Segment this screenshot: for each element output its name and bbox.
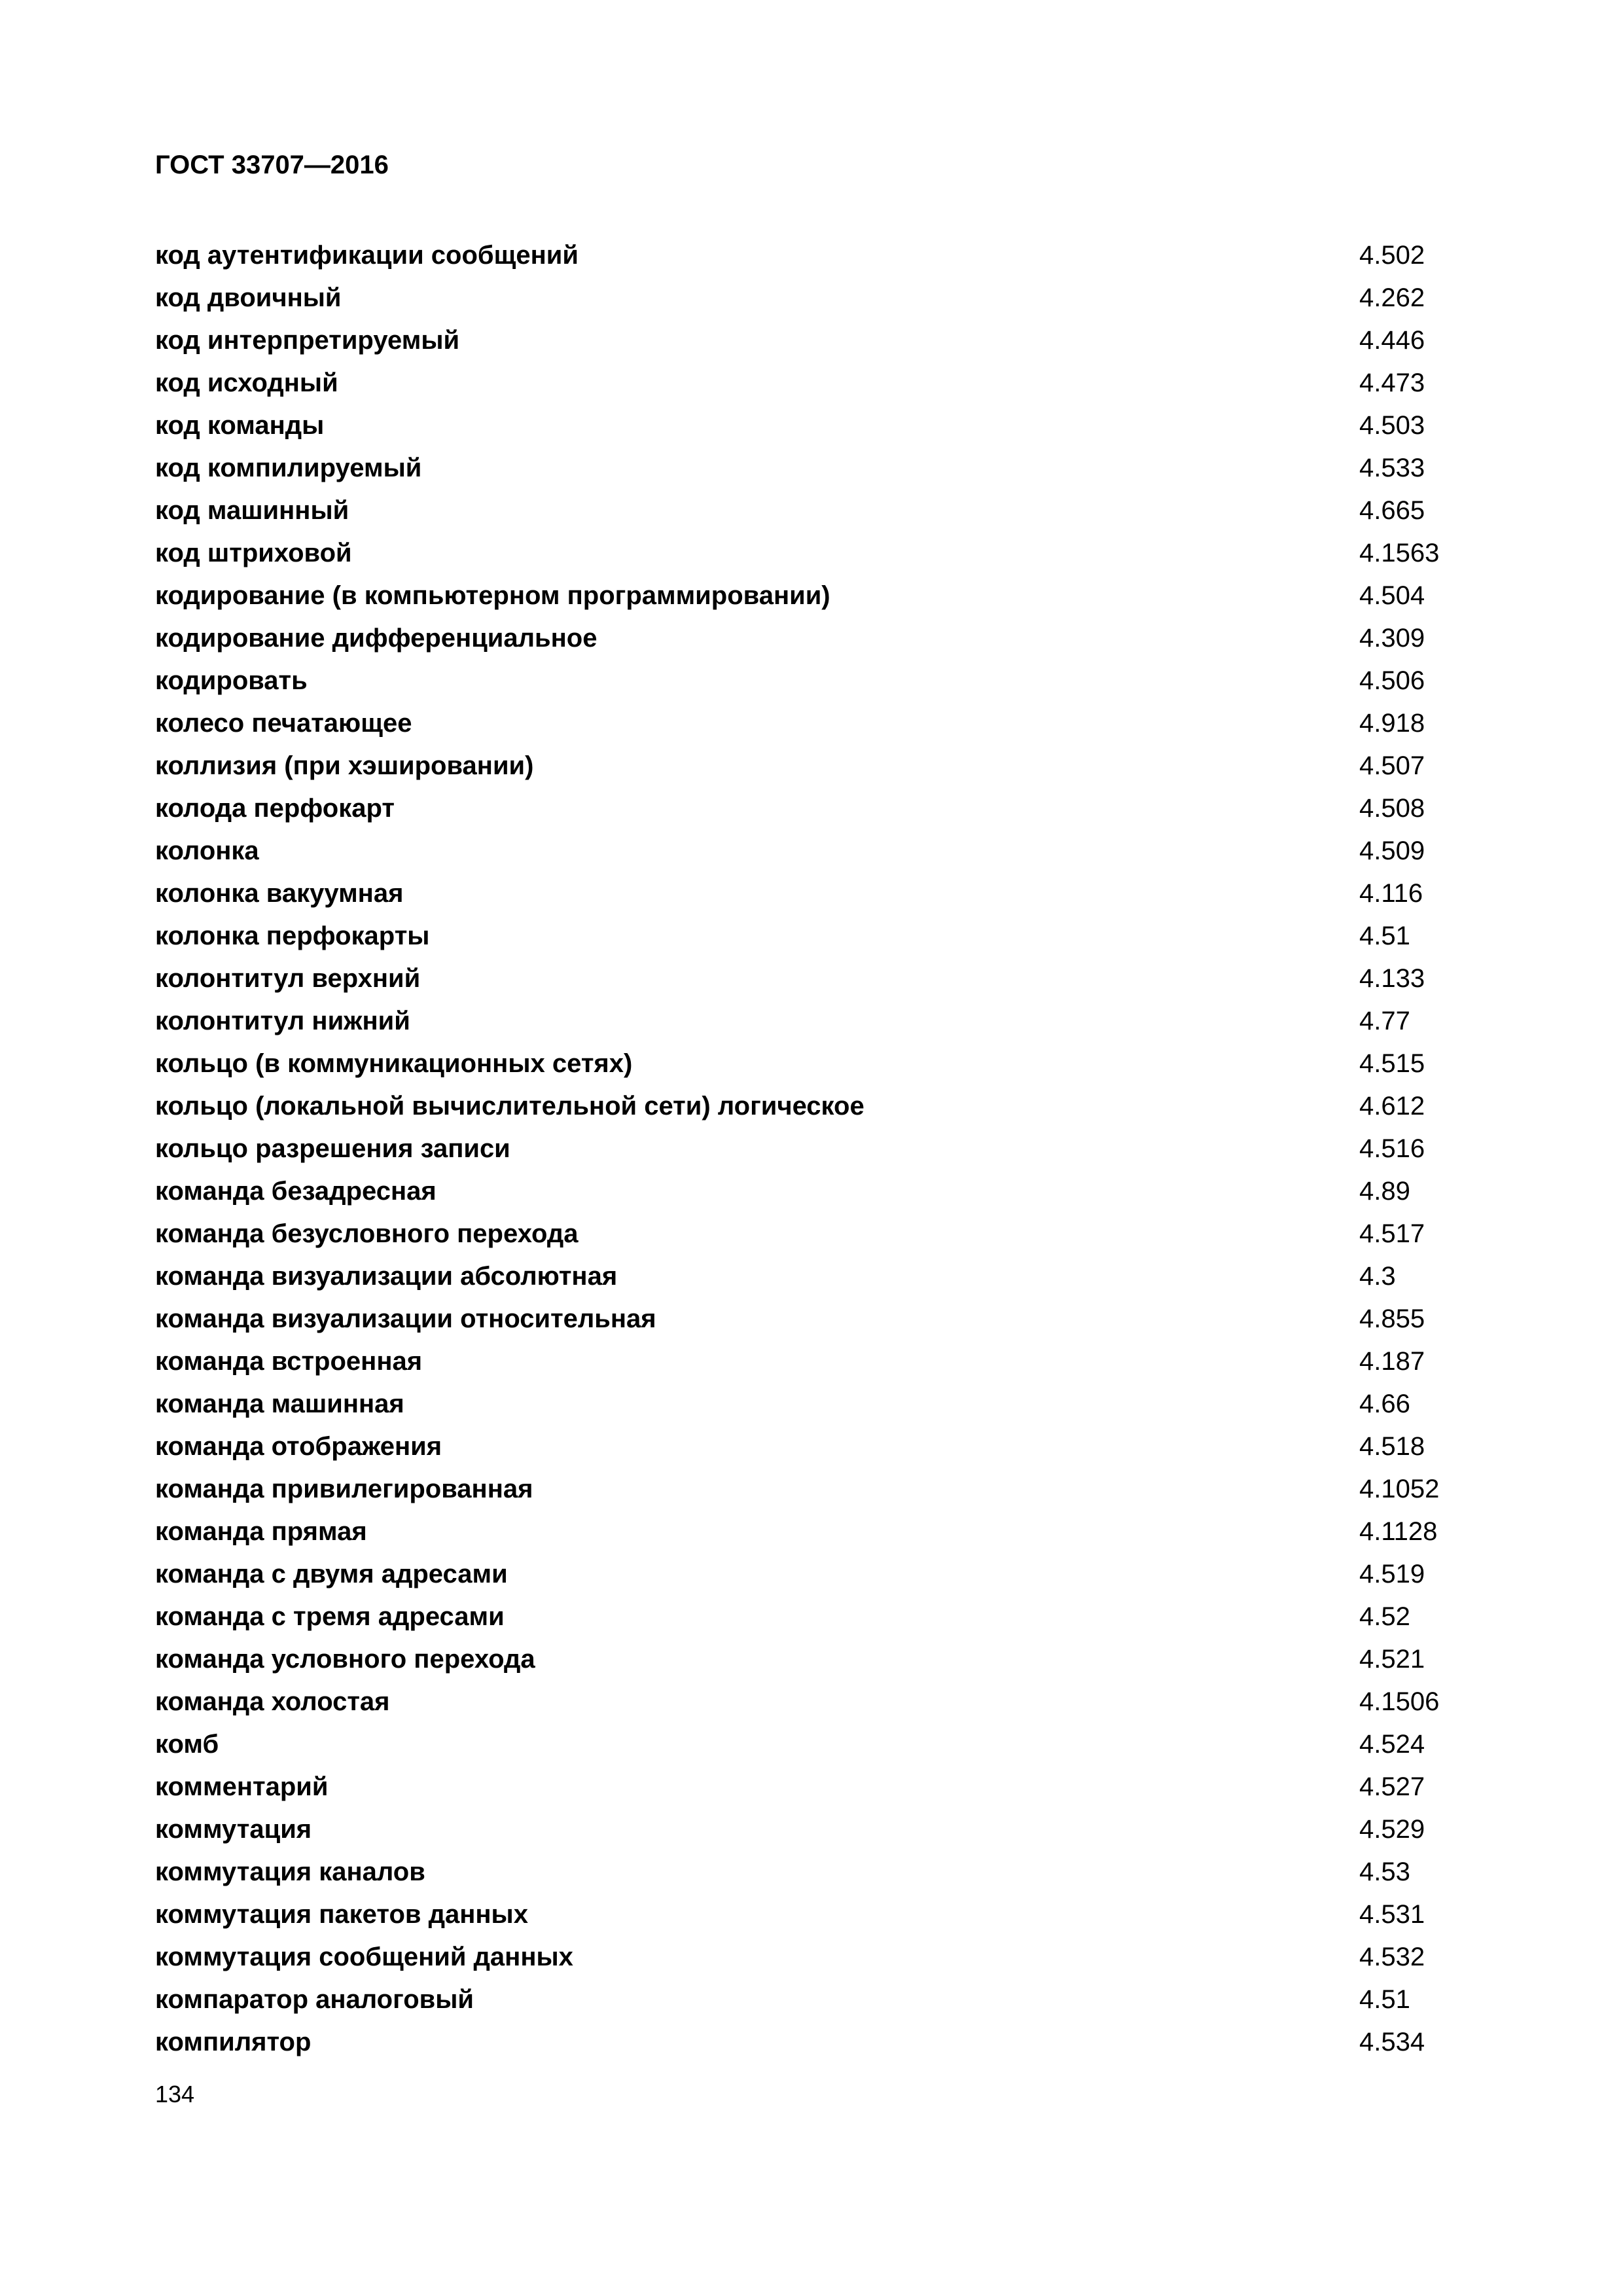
index-entry — [155, 1936, 1490, 1979]
index-term: комментарий — [155, 1772, 329, 1801]
index-entry — [155, 915, 1490, 958]
index-term: колонка перфокарты — [155, 922, 430, 950]
index-reference: 4.1506 — [1359, 1687, 1440, 1716]
index-term: код команды — [155, 411, 325, 440]
index-entry — [155, 830, 1490, 872]
page-number: 134 — [155, 2081, 195, 2108]
index-term: команда с двумя адресами — [155, 1560, 508, 1588]
index-entry — [155, 1298, 1490, 1340]
index-reference: 4.262 — [1359, 283, 1425, 312]
index-entry — [155, 1255, 1490, 1298]
index-term: код компилируемый — [155, 454, 422, 482]
index-entry — [155, 1808, 1490, 1851]
index-entry — [155, 1723, 1490, 1766]
index-reference: 4.53 — [1359, 1857, 1410, 1886]
index-term: код двоичный — [155, 283, 342, 312]
index-entry — [155, 532, 1490, 575]
index-reference: 4.665 — [1359, 496, 1425, 525]
index-term: колонка вакуумная — [155, 879, 404, 908]
index-term: команда машинная — [155, 1390, 404, 1418]
index-reference: 4.473 — [1359, 368, 1425, 397]
index-term: команда холостая — [155, 1687, 390, 1716]
index-entry — [155, 1681, 1490, 1723]
index-entry — [155, 1340, 1490, 1383]
index-entry — [155, 319, 1490, 362]
index-reference: 4.66 — [1359, 1390, 1410, 1418]
index-reference: 4.1128 — [1359, 1517, 1438, 1546]
index-entry — [155, 1511, 1490, 1553]
index-term: команда привилегированная — [155, 1475, 533, 1503]
index-entry — [155, 1043, 1490, 1085]
index-term: кодирование (в компьютерном программировании) — [155, 581, 830, 610]
index-entry — [155, 447, 1490, 490]
index-term: команда отображения — [155, 1432, 442, 1461]
index-term: команда прямая — [155, 1517, 367, 1546]
index-reference: 4.612 — [1359, 1092, 1425, 1121]
index-term: комб — [155, 1730, 219, 1759]
index-term: кодирование дифференциальное — [155, 624, 597, 653]
index-term: код исходный — [155, 368, 338, 397]
index-term: компаратор аналоговый — [155, 1985, 474, 2014]
index-entry — [155, 1766, 1490, 1808]
index-reference: 4.509 — [1359, 836, 1425, 865]
index-reference: 4.529 — [1359, 1815, 1425, 1844]
index-reference: 4.51 — [1359, 1985, 1410, 2014]
index-term: коллизия (при хэшировании) — [155, 751, 534, 780]
index-term: команда с тремя адресами — [155, 1602, 505, 1631]
index-entry — [155, 490, 1490, 532]
index-entry — [155, 1638, 1490, 1681]
index-reference: 4.133 — [1359, 964, 1425, 993]
index-entry — [155, 660, 1490, 702]
index-reference: 4.517 — [1359, 1219, 1425, 1248]
index-reference: 4.531 — [1359, 1900, 1425, 1929]
index-reference: 4.518 — [1359, 1432, 1425, 1461]
index-entry — [155, 1213, 1490, 1255]
index-entry — [155, 277, 1490, 319]
index-term: код интерпретируемый — [155, 326, 460, 355]
index-term: код штриховой — [155, 539, 352, 567]
index-reference: 4.1563 — [1359, 539, 1440, 567]
index-term: команда визуализации относительная — [155, 1304, 656, 1333]
index-term: кодировать — [155, 666, 308, 695]
index-term: команда безадресная — [155, 1177, 437, 1206]
index-entry — [155, 1170, 1490, 1213]
term-index-list — [155, 234, 1490, 2064]
index-entry — [155, 872, 1490, 915]
index-term: кольцо (в коммуникационных сетях) — [155, 1049, 633, 1078]
index-reference: 4.52 — [1359, 1602, 1410, 1631]
index-reference: 4.519 — [1359, 1560, 1425, 1588]
index-entry — [155, 1000, 1490, 1043]
index-entry — [155, 1596, 1490, 1638]
index-term: код аутентификации сообщений — [155, 241, 579, 270]
index-reference: 4.532 — [1359, 1943, 1425, 1971]
index-term: код машинный — [155, 496, 349, 525]
index-reference: 4.527 — [1359, 1772, 1425, 1801]
index-reference: 4.77 — [1359, 1007, 1410, 1035]
index-term: коммутация сообщений данных — [155, 1943, 573, 1971]
index-entry — [155, 234, 1490, 277]
index-reference: 4.504 — [1359, 581, 1425, 610]
index-entry — [155, 702, 1490, 745]
index-entry — [155, 1128, 1490, 1170]
index-reference: 4.502 — [1359, 241, 1425, 270]
index-entry — [155, 1468, 1490, 1511]
index-reference: 4.521 — [1359, 1645, 1425, 1674]
index-term: кольцо разрешения записи — [155, 1134, 510, 1163]
index-entry — [155, 1085, 1490, 1128]
index-entry — [155, 575, 1490, 617]
index-entry — [155, 745, 1490, 787]
index-reference: 4.855 — [1359, 1304, 1425, 1333]
index-reference: 4.508 — [1359, 794, 1425, 823]
index-term: колода перфокарт — [155, 794, 395, 823]
index-term: колонтитул нижний — [155, 1007, 410, 1035]
index-entry — [155, 362, 1490, 404]
index-term: команда безусловного перехода — [155, 1219, 579, 1248]
index-reference: 4.918 — [1359, 709, 1425, 738]
index-reference: 4.503 — [1359, 411, 1425, 440]
index-entry — [155, 1893, 1490, 1936]
index-reference: 4.3 — [1359, 1262, 1396, 1291]
index-entry — [155, 2021, 1490, 2064]
index-entry — [155, 1383, 1490, 1426]
index-reference: 4.1052 — [1359, 1475, 1440, 1503]
page-header: ГОСТ 33707—2016 — [155, 151, 389, 179]
index-entry — [155, 1426, 1490, 1468]
index-reference: 4.515 — [1359, 1049, 1425, 1078]
index-reference: 4.534 — [1359, 2028, 1425, 2056]
index-term: команда визуализации абсолютная — [155, 1262, 618, 1291]
index-entry — [155, 1979, 1490, 2021]
index-term: коммутация каналов — [155, 1857, 425, 1886]
index-reference: 4.516 — [1359, 1134, 1425, 1163]
index-reference: 4.524 — [1359, 1730, 1425, 1759]
index-term: кольцо (локальной вычислительной сети) логическое — [155, 1092, 865, 1121]
index-reference: 4.446 — [1359, 326, 1425, 355]
index-term: коммутация пакетов данных — [155, 1900, 528, 1929]
index-term: колонка — [155, 836, 259, 865]
index-reference: 4.187 — [1359, 1347, 1425, 1376]
index-entry — [155, 1553, 1490, 1596]
index-entry — [155, 404, 1490, 447]
index-reference: 4.507 — [1359, 751, 1425, 780]
index-term: команда условного перехода — [155, 1645, 535, 1674]
index-term: колесо печатающее — [155, 709, 412, 738]
index-term: команда встроенная — [155, 1347, 423, 1376]
index-term: коммутация — [155, 1815, 312, 1844]
index-entry — [155, 787, 1490, 830]
index-entry — [155, 617, 1490, 660]
index-term: компилятор — [155, 2028, 312, 2056]
index-reference: 4.533 — [1359, 454, 1425, 482]
index-reference: 4.51 — [1359, 922, 1410, 950]
index-entry — [155, 958, 1490, 1000]
index-reference: 4.506 — [1359, 666, 1425, 695]
index-reference: 4.309 — [1359, 624, 1425, 653]
index-reference: 4.116 — [1359, 879, 1423, 908]
index-reference: 4.89 — [1359, 1177, 1410, 1206]
index-term: колонтитул верхний — [155, 964, 421, 993]
index-entry — [155, 1851, 1490, 1893]
